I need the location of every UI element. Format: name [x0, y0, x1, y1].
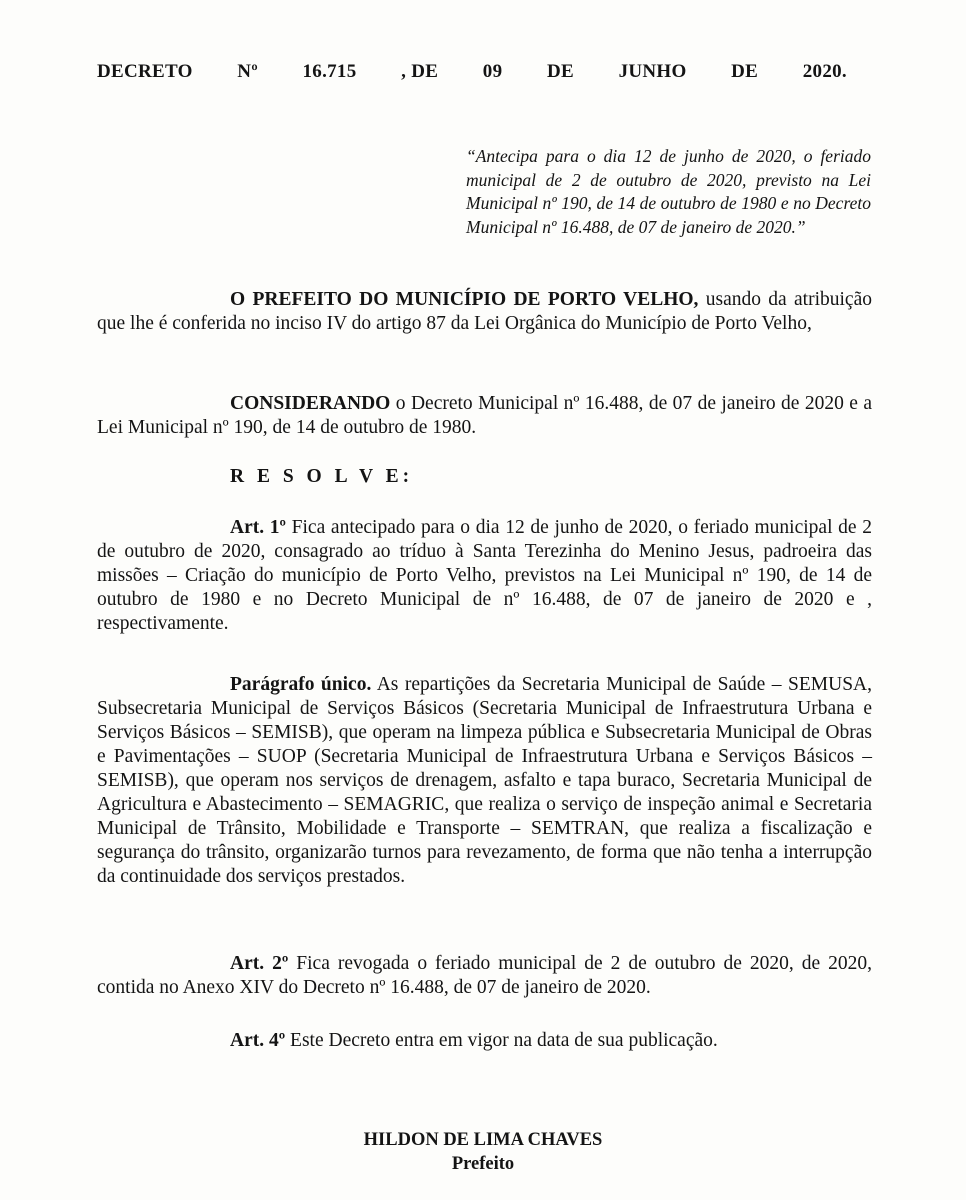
paragrafo-unico-label: Parágrafo único.: [230, 674, 372, 695]
decree-summary: “Antecipa para o dia 12 de junho de 2020, o feriado municipal de 2 de outubro de 2020, previsto na Lei Municipal nº 190, de 14 de outubro de 1980 e no Decreto Municipal nº 16.488, de 07 de janeiro de 2020.”: [466, 146, 871, 237]
preamble-text: usando da atribuição que lhe é conferida no inciso IV do artigo 87 da Lei Orgânica do Município de Porto Velho,: [97, 289, 872, 334]
decree-day: 09: [482, 61, 503, 82]
paragrafo-unico: [97, 673, 872, 889]
decree-month: JUNHO: [618, 61, 687, 82]
signer-name: HILDON DE LIMA CHAVES: [363, 1130, 603, 1150]
preamble-paragraph: [97, 288, 872, 336]
article-1-text: Fica antecipado para o dia 12 de junho de 2020, o feriado municipal de 2 de outubro de 2020, consagrado ao tríduo à Santa Terezinha do Menino Jesus, padroeira das missões – Criação do município de Porto Velho, previstos na Lei Municipal nº 190, de 14 de outubro de 1980 e no Decreto Municipal de nº 16.488, de 07 de janeiro de 2020 e , respectivamente.: [97, 517, 873, 634]
article-2-label: Art. 2º: [230, 953, 289, 974]
decree-header: [97, 60, 847, 84]
decree-de-1: , DE: [401, 61, 439, 82]
decree-de-2: DE: [546, 61, 574, 82]
article-2: [97, 952, 872, 1000]
article-4-text: Este Decreto entra em vigor na data de sua publicação.: [285, 1030, 718, 1051]
signature-block: [0, 1128, 966, 1176]
considerando-bold: CONSIDERANDO: [230, 393, 391, 414]
considerando-text: o Decreto Municipal nº 16.488, de 07 de janeiro de 2020 e a Lei Municipal nº 190, de 14 de outubro de 1980.: [97, 393, 872, 438]
article-4: [97, 1029, 872, 1053]
considerando-paragraph: [97, 392, 872, 440]
decree-number: 16.715: [302, 61, 357, 82]
decree-de-3: DE: [731, 61, 759, 82]
article-4-label: Art. 4º: [230, 1030, 286, 1051]
paragrafo-unico-text: As repartições da Secretaria Municipal de Saúde – SEMUSA, Subsecretaria Municipal de Serviços Básicos (Secretaria Municipal de Infraestrutura Urbana e Serviços Básicos – SEMISB), que operam na limpeza pública e Subsecretaria Municipal de Obras e Pavimentações – SUOP (Secretaria Municipal de Infraestrutura Urbana e Serviços Básicos – SEMISB), que operam nos serviços de drenagem, asfalto e tapa buraco, Secretaria Municipal de Agricultura e Abastecimento – SEMAGRIC, que realiza o serviço de inspeção animal e Secretaria Municipal de Trânsito, Mobilidade e Transporte – SEMTRAN, que realiza a fiscalização e segurança do trânsito, organizarão turnos para revezamento, de forma que não tenha a interrupção da continuidade dos serviços prestados.: [97, 674, 872, 887]
decree-word: DECRETO: [97, 61, 193, 82]
article-1-label: Art. 1º: [230, 517, 286, 538]
decree-year: 2020.: [802, 61, 847, 82]
article-1: [97, 516, 872, 636]
article-2-text: Fica revogada o feriado municipal de 2 de outubro de 2020, de 2020, contida no Anexo XIV do Decreto nº 16.488, de 07 de janeiro de 2020.: [97, 953, 872, 998]
signer-title: Prefeito: [451, 1154, 515, 1174]
decree-number-label: Nº: [237, 61, 258, 82]
preamble-bold: O PREFEITO DO MUNICÍPIO DE PORTO VELHO,: [230, 289, 699, 310]
resolve-heading: R E S O L V E:: [230, 466, 414, 487]
